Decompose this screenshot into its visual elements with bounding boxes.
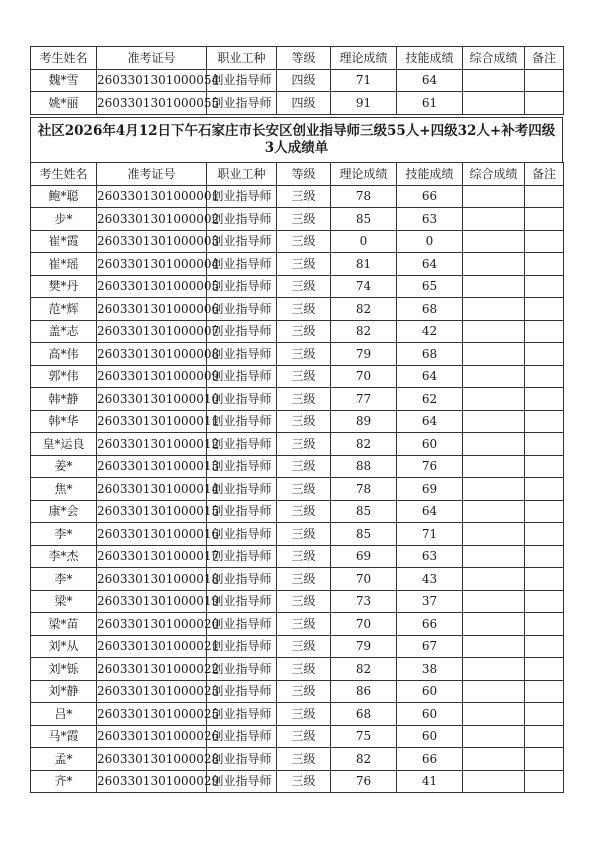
header-name: 考生姓名 <box>31 47 97 70</box>
table-row <box>31 568 564 591</box>
cell-skill: 66 <box>397 748 463 771</box>
table-row <box>31 770 564 793</box>
cell-note <box>525 523 564 546</box>
cell-exam-id: 2603301301000006 <box>97 298 207 321</box>
cell-skill: 37 <box>397 590 463 613</box>
cell-name: 崔*霞 <box>31 230 97 253</box>
cell-level: 三级 <box>277 185 331 208</box>
cell-job: 创业指导师 <box>207 568 277 591</box>
table-row <box>31 69 564 92</box>
cell-theory: 75 <box>331 725 397 748</box>
cell-level: 三级 <box>277 455 331 478</box>
cell-job: 创业指导师 <box>207 523 277 546</box>
cell-total <box>463 253 525 276</box>
cell-note <box>525 770 564 793</box>
cell-exam-id: 2603301301000008 <box>97 343 207 366</box>
header-name: 考生姓名 <box>31 163 97 186</box>
cell-total <box>463 455 525 478</box>
header-job: 职业工种 <box>207 163 277 186</box>
score-table-top <box>30 46 564 115</box>
cell-exam-id: 2603301301000017 <box>97 545 207 568</box>
cell-level: 三级 <box>277 703 331 726</box>
cell-name: 皇*运良 <box>31 433 97 456</box>
cell-name: 步* <box>31 208 97 231</box>
cell-exam-id: 2603301301000011 <box>97 410 207 433</box>
cell-level: 三级 <box>277 410 331 433</box>
cell-job: 创业指导师 <box>207 703 277 726</box>
cell-theory: 86 <box>331 680 397 703</box>
table-row <box>31 590 564 613</box>
cell-total <box>463 545 525 568</box>
section-title: 社区2026年4月12日下午石家庄市长安区创业指导师三级55人+四级32人+补考四级3人成绩单 <box>31 117 563 162</box>
cell-theory: 76 <box>331 770 397 793</box>
cell-exam-id: 2603301301000004 <box>97 253 207 276</box>
cell-job: 创业指导师 <box>207 208 277 231</box>
cell-job: 创业指导师 <box>207 298 277 321</box>
cell-name: 姜* <box>31 455 97 478</box>
cell-level: 三级 <box>277 725 331 748</box>
cell-job: 创业指导师 <box>207 388 277 411</box>
header-note: 备注 <box>525 163 564 186</box>
cell-total <box>463 635 525 658</box>
cell-exam-id: 2603301301000015 <box>97 500 207 523</box>
cell-level: 三级 <box>277 433 331 456</box>
cell-theory: 73 <box>331 590 397 613</box>
cell-skill: 62 <box>397 388 463 411</box>
table-row <box>31 680 564 703</box>
cell-level: 三级 <box>277 208 331 231</box>
cell-name: 姚*丽 <box>31 92 97 115</box>
cell-name: 鲍*聪 <box>31 185 97 208</box>
cell-level: 四级 <box>277 69 331 92</box>
cell-exam-id: 2603301301000021 <box>97 635 207 658</box>
cell-level: 三级 <box>277 275 331 298</box>
cell-name: 齐* <box>31 770 97 793</box>
cell-job: 创业指导师 <box>207 275 277 298</box>
table-row <box>31 230 564 253</box>
cell-skill: 66 <box>397 185 463 208</box>
cell-total <box>463 208 525 231</box>
cell-theory: 78 <box>331 478 397 501</box>
cell-note <box>525 343 564 366</box>
table-row <box>31 725 564 748</box>
table-row <box>31 455 564 478</box>
cell-note <box>525 365 564 388</box>
table-row <box>31 748 564 771</box>
cell-total <box>463 388 525 411</box>
cell-job: 创业指导师 <box>207 92 277 115</box>
cell-skill: 63 <box>397 545 463 568</box>
cell-total <box>463 320 525 343</box>
table-row <box>31 410 564 433</box>
cell-theory: 0 <box>331 230 397 253</box>
cell-skill: 64 <box>397 500 463 523</box>
cell-job: 创业指导师 <box>207 478 277 501</box>
cell-total <box>463 275 525 298</box>
cell-note <box>525 410 564 433</box>
cell-exam-id: 2603301301000002 <box>97 208 207 231</box>
cell-note <box>525 275 564 298</box>
cell-note <box>525 253 564 276</box>
cell-level: 三级 <box>277 298 331 321</box>
cell-level: 三级 <box>277 568 331 591</box>
cell-note <box>525 568 564 591</box>
cell-name: 焦* <box>31 478 97 501</box>
cell-skill: 60 <box>397 725 463 748</box>
cell-note <box>525 748 564 771</box>
cell-job: 创业指导师 <box>207 320 277 343</box>
cell-total <box>463 69 525 92</box>
table-row <box>31 208 564 231</box>
header-theory: 理论成绩 <box>331 47 397 70</box>
cell-name: 郭*伟 <box>31 365 97 388</box>
cell-total <box>463 658 525 681</box>
cell-theory: 79 <box>331 343 397 366</box>
cell-total <box>463 523 525 546</box>
cell-exam-id: 2603301301000010 <box>97 388 207 411</box>
cell-job: 创业指导师 <box>207 748 277 771</box>
cell-level: 三级 <box>277 365 331 388</box>
header-skill: 技能成绩 <box>397 47 463 70</box>
header-exam-id: 准考证号 <box>97 47 207 70</box>
cell-level: 四级 <box>277 92 331 115</box>
cell-theory: 70 <box>331 365 397 388</box>
cell-job: 创业指导师 <box>207 365 277 388</box>
cell-exam-id: 2603301301000003 <box>97 230 207 253</box>
cell-name: 李* <box>31 523 97 546</box>
cell-skill: 76 <box>397 455 463 478</box>
cell-total <box>463 298 525 321</box>
cell-skill: 42 <box>397 320 463 343</box>
cell-exam-id: 2603301301000001 <box>97 185 207 208</box>
cell-note <box>525 208 564 231</box>
cell-note <box>525 658 564 681</box>
cell-name: 范*辉 <box>31 298 97 321</box>
table-row <box>31 298 564 321</box>
cell-level: 三级 <box>277 590 331 613</box>
cell-skill: 60 <box>397 703 463 726</box>
cell-total <box>463 748 525 771</box>
cell-name: 崔*瑶 <box>31 253 97 276</box>
cell-skill: 43 <box>397 568 463 591</box>
cell-total <box>463 590 525 613</box>
table-row <box>31 478 564 501</box>
cell-level: 三级 <box>277 523 331 546</box>
cell-name: 李* <box>31 568 97 591</box>
table-row <box>31 703 564 726</box>
cell-exam-id: 2603301301000025 <box>97 703 207 726</box>
cell-name: 吕* <box>31 703 97 726</box>
cell-total <box>463 500 525 523</box>
cell-name: 孟* <box>31 748 97 771</box>
cell-exam-id: 2603301301000026 <box>97 725 207 748</box>
cell-exam-id: 2603301301000013 <box>97 455 207 478</box>
cell-exam-id: 2603301301000012 <box>97 433 207 456</box>
cell-skill: 65 <box>397 275 463 298</box>
header-row <box>31 47 564 70</box>
cell-skill: 60 <box>397 433 463 456</box>
cell-total <box>463 478 525 501</box>
cell-level: 三级 <box>277 545 331 568</box>
cell-job: 创业指导师 <box>207 680 277 703</box>
header-note: 备注 <box>525 47 564 70</box>
header-level: 等级 <box>277 163 331 186</box>
cell-note <box>525 388 564 411</box>
table-row <box>31 92 564 115</box>
cell-level: 三级 <box>277 658 331 681</box>
cell-total <box>463 365 525 388</box>
cell-name: 韩*静 <box>31 388 97 411</box>
cell-name: 高*伟 <box>31 343 97 366</box>
cell-theory: 82 <box>331 433 397 456</box>
table-row <box>31 635 564 658</box>
cell-name: 梁*苗 <box>31 613 97 636</box>
cell-level: 三级 <box>277 343 331 366</box>
cell-theory: 74 <box>331 275 397 298</box>
cell-name: 梁* <box>31 590 97 613</box>
cell-skill: 0 <box>397 230 463 253</box>
cell-level: 三级 <box>277 680 331 703</box>
header-job: 职业工种 <box>207 47 277 70</box>
cell-note <box>525 320 564 343</box>
cell-level: 三级 <box>277 478 331 501</box>
cell-skill: 68 <box>397 343 463 366</box>
table-row <box>31 545 564 568</box>
cell-note <box>525 92 564 115</box>
cell-level: 三级 <box>277 635 331 658</box>
cell-note <box>525 725 564 748</box>
cell-name: 盖*志 <box>31 320 97 343</box>
cell-theory: 77 <box>331 388 397 411</box>
cell-total <box>463 343 525 366</box>
cell-theory: 82 <box>331 320 397 343</box>
cell-level: 三级 <box>277 770 331 793</box>
cell-exam-id: 2603301301000023 <box>97 680 207 703</box>
cell-theory: 71 <box>331 69 397 92</box>
cell-exam-id: 2603301301000018 <box>97 568 207 591</box>
cell-theory: 78 <box>331 185 397 208</box>
cell-note <box>525 613 564 636</box>
cell-level: 三级 <box>277 320 331 343</box>
cell-theory: 81 <box>331 253 397 276</box>
cell-level: 三级 <box>277 748 331 771</box>
cell-skill: 64 <box>397 253 463 276</box>
cell-total <box>463 230 525 253</box>
cell-theory: 85 <box>331 208 397 231</box>
cell-job: 创业指导师 <box>207 545 277 568</box>
cell-skill: 41 <box>397 770 463 793</box>
cell-exam-id: 2603301301000007 <box>97 320 207 343</box>
cell-name: 魏*雪 <box>31 69 97 92</box>
cell-note <box>525 298 564 321</box>
table-row <box>31 388 564 411</box>
cell-skill: 60 <box>397 680 463 703</box>
cell-note <box>525 590 564 613</box>
table-row <box>31 185 564 208</box>
cell-total <box>463 410 525 433</box>
table-row <box>31 613 564 636</box>
cell-exam-id: 2603301301000055 <box>97 92 207 115</box>
cell-exam-id: 2603301301000022 <box>97 658 207 681</box>
table-row <box>31 343 564 366</box>
cell-job: 创业指导师 <box>207 253 277 276</box>
cell-skill: 71 <box>397 523 463 546</box>
cell-job: 创业指导师 <box>207 69 277 92</box>
score-table-main <box>30 162 564 793</box>
cell-name: 李*杰 <box>31 545 97 568</box>
header-level: 等级 <box>277 47 331 70</box>
cell-name: 康*会 <box>31 500 97 523</box>
cell-note <box>525 703 564 726</box>
table-row <box>31 320 564 343</box>
cell-skill: 38 <box>397 658 463 681</box>
cell-level: 三级 <box>277 230 331 253</box>
cell-exam-id: 2603301301000028 <box>97 748 207 771</box>
cell-job: 创业指导师 <box>207 433 277 456</box>
cell-exam-id: 2603301301000016 <box>97 523 207 546</box>
cell-exam-id: 2603301301000029 <box>97 770 207 793</box>
header-skill: 技能成绩 <box>397 163 463 186</box>
cell-name: 刘*静 <box>31 680 97 703</box>
cell-theory: 91 <box>331 92 397 115</box>
header-exam-id: 准考证号 <box>97 163 207 186</box>
cell-level: 三级 <box>277 253 331 276</box>
cell-theory: 88 <box>331 455 397 478</box>
cell-total <box>463 703 525 726</box>
cell-skill: 63 <box>397 208 463 231</box>
cell-skill: 67 <box>397 635 463 658</box>
header-total: 综合成绩 <box>463 47 525 70</box>
cell-job: 创业指导师 <box>207 635 277 658</box>
cell-job: 创业指导师 <box>207 500 277 523</box>
cell-theory: 82 <box>331 748 397 771</box>
cell-name: 刘*铄 <box>31 658 97 681</box>
cell-theory: 70 <box>331 613 397 636</box>
cell-job: 创业指导师 <box>207 658 277 681</box>
header-row <box>31 163 564 186</box>
cell-theory: 82 <box>331 298 397 321</box>
table-row <box>31 433 564 456</box>
cell-job: 创业指导师 <box>207 410 277 433</box>
cell-exam-id: 2603301301000020 <box>97 613 207 636</box>
cell-job: 创业指导师 <box>207 185 277 208</box>
cell-theory: 82 <box>331 658 397 681</box>
cell-name: 樊*丹 <box>31 275 97 298</box>
cell-total <box>463 770 525 793</box>
cell-note <box>525 500 564 523</box>
cell-skill: 64 <box>397 69 463 92</box>
cell-skill: 64 <box>397 365 463 388</box>
cell-note <box>525 69 564 92</box>
table-row <box>31 500 564 523</box>
cell-name: 马*霞 <box>31 725 97 748</box>
cell-exam-id: 2603301301000054 <box>97 69 207 92</box>
cell-level: 三级 <box>277 613 331 636</box>
cell-level: 三级 <box>277 500 331 523</box>
cell-theory: 70 <box>331 568 397 591</box>
cell-theory: 79 <box>331 635 397 658</box>
header-total: 综合成绩 <box>463 163 525 186</box>
cell-exam-id: 2603301301000019 <box>97 590 207 613</box>
cell-skill: 66 <box>397 613 463 636</box>
cell-name: 韩*华 <box>31 410 97 433</box>
cell-skill: 69 <box>397 478 463 501</box>
cell-total <box>463 725 525 748</box>
cell-theory: 89 <box>331 410 397 433</box>
cell-total <box>463 92 525 115</box>
cell-skill: 68 <box>397 298 463 321</box>
table-row <box>31 658 564 681</box>
cell-job: 创业指导师 <box>207 725 277 748</box>
cell-note <box>525 635 564 658</box>
cell-skill: 64 <box>397 410 463 433</box>
cell-note <box>525 230 564 253</box>
cell-note <box>525 455 564 478</box>
cell-note <box>525 680 564 703</box>
header-theory: 理论成绩 <box>331 163 397 186</box>
cell-note <box>525 185 564 208</box>
cell-note <box>525 433 564 456</box>
cell-total <box>463 433 525 456</box>
cell-theory: 69 <box>331 545 397 568</box>
table-row <box>31 365 564 388</box>
cell-note <box>525 545 564 568</box>
cell-job: 创业指导师 <box>207 455 277 478</box>
cell-theory: 85 <box>331 500 397 523</box>
section-title-table <box>30 117 563 163</box>
cell-theory: 85 <box>331 523 397 546</box>
table-row <box>31 275 564 298</box>
cell-exam-id: 2603301301000005 <box>97 275 207 298</box>
cell-level: 三级 <box>277 388 331 411</box>
table-row <box>31 523 564 546</box>
cell-job: 创业指导师 <box>207 613 277 636</box>
cell-theory: 68 <box>331 703 397 726</box>
cell-exam-id: 2603301301000009 <box>97 365 207 388</box>
cell-job: 创业指导师 <box>207 343 277 366</box>
cell-exam-id: 2603301301000014 <box>97 478 207 501</box>
cell-job: 创业指导师 <box>207 230 277 253</box>
cell-skill: 61 <box>397 92 463 115</box>
cell-note <box>525 478 564 501</box>
cell-total <box>463 613 525 636</box>
cell-total <box>463 185 525 208</box>
cell-job: 创业指导师 <box>207 590 277 613</box>
cell-total <box>463 680 525 703</box>
cell-job: 创业指导师 <box>207 770 277 793</box>
table-row <box>31 253 564 276</box>
cell-total <box>463 568 525 591</box>
cell-name: 刘*从 <box>31 635 97 658</box>
